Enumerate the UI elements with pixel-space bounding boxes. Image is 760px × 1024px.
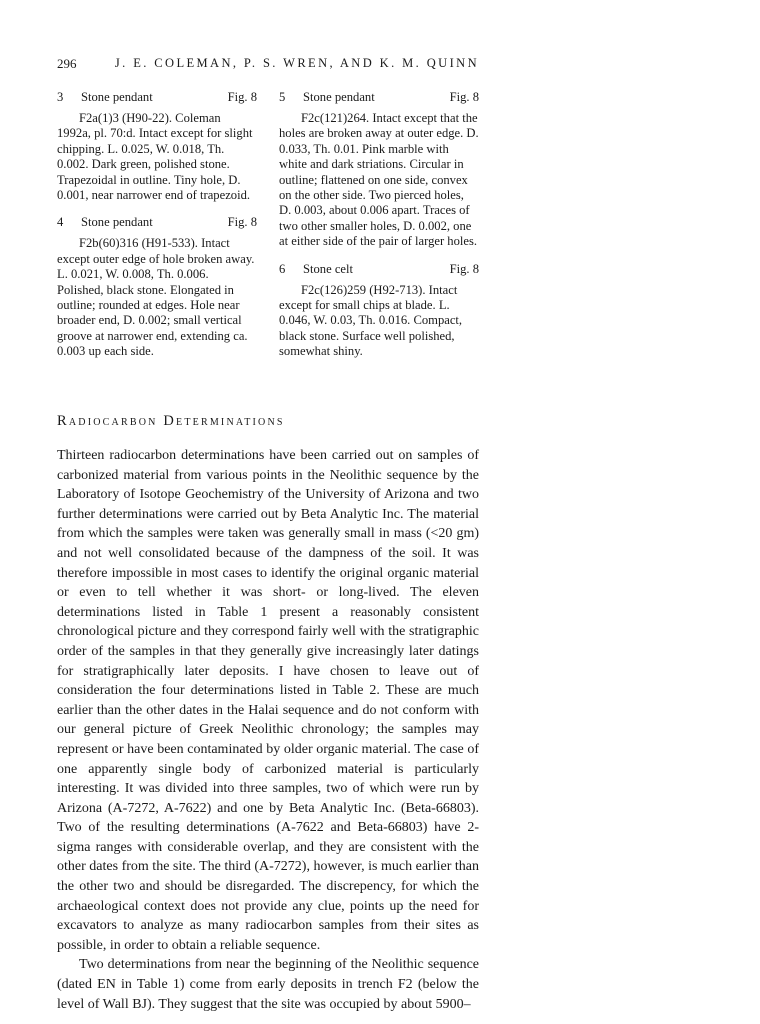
figure-reference: Fig. 8 [227, 90, 257, 104]
entry-heading [57, 90, 257, 107]
figure-reference: Fig. 8 [449, 90, 479, 104]
entry-number: 6 [279, 261, 286, 276]
catalog-column-left [57, 90, 257, 372]
page-header [57, 56, 479, 72]
entry-description: F2b(60)316 (H91-533). Intact except outer edge of hole broken away. L. 0.021, W. 0.008, Th. 0.006. Polished, black stone. Elongated in outline; rounded at edges. Hole near broader end, D. 0.002; small vertical groove at narrower end, extending ca. 0.003 up each side. [57, 236, 255, 359]
entry-number: 4 [57, 215, 64, 230]
entry-number: 3 [57, 90, 64, 104]
entry-number: 5 [279, 90, 286, 104]
entry-title: Stone celt [303, 261, 354, 276]
page-number: 296 [57, 56, 77, 71]
body-paragraph: Two determinations from near the beginning of the Neolithic sequence (dated EN in Table 1) come from early deposits in trench F2 (below the level of Wall BJ). They suggest that the site was occupied by about 5900– [57, 957, 479, 1012]
catalog-entry [57, 90, 257, 203]
entry-description: F2c(121)264. Intact except that the holes are broken away at outer edge. D. 0.033, Th. 0.01. Pink marble with white and dark striations. Circular in outline; flattened on one side, convex on the other side. Two pierced holes, D. 0.003, about 0.006 apart. Traces of two other smaller holes, D. 0.002, one at either side of the pair of larger holes. [279, 111, 479, 249]
entry-description: F2a(1)3 (H90-22). Coleman 1992a, pl. 70:d. Intact except for slight chipping. L. 0.025, W. 0.018, Th. 0.002. Dark green, polished stone. Trapezoidal in outline. Tiny hole, D. 0.001, near narrower end of trapezoid. [57, 111, 253, 203]
figure-reference: Fig. 8 [227, 215, 257, 230]
catalog-entry [279, 262, 479, 360]
entry-title: Stone pendant [303, 90, 375, 104]
section-body [57, 446, 479, 1014]
figure-reference: Fig. 8 [449, 261, 479, 276]
entry-heading [279, 90, 479, 107]
catalog-entry [57, 215, 257, 359]
catalog-column-right [279, 90, 479, 372]
body-paragraph: Thirteen radiocarbon determinations have been carried out on samples of carbonized material from various points in the Neolithic sequence by the Laboratory of Isotope Geochemistry of the University of Arizona and two further determinations were carried out by Beta Analytic Inc. The material from which the samples were taken was generally small in mass (<20 gm) and not well consolidated because of the dampness of the soil. It was therefore impossible in most cases to identify the original organic material or even to tell whether it was short- or long-lived. The eleven determinations listed in Table 1 present a reasonably consistent chronological picture and they correspond fairly well with the stratigraphic order of the samples in that they generally give increasingly later datings for stratigraphically later deposits. I have chosen to leave out of consideration the four determinations listed in Table 2. These are much earlier than the other dates in the Halai sequence and do not conform with our general picture of Greek Neolithic chronology; the samples may represent or have been contaminated by older organic material. The case of one apparently single body of carbonized material is particularly interesting. It was divided into three samples, two of which were run by Arizona (A-7272, A-7622) and one by Beta Analytic Inc. (Beta-66803). Two of the resulting determinations (A-7622 and Beta-66803) have 2-sigma ranges with considerable overlap, and they are consistent with the other dates from the site. The third (A-7272), however, is much earlier than the other two and should be disregarded. The discrepency, for which the archaeological context does not provide any clue, points up the need for excavators to analyze as many radiocarbon samples from their sites as possible, in order to obtain a reliable sequence. [57, 448, 479, 953]
entry-title: Stone pendant [81, 90, 153, 104]
entry-description: F2c(126)259 (H92-713). Intact except for small chips at blade. L. 0.046, W. 0.03, Th. 0.016. Compact, black stone. Surface well polished, somewhat shiny. [279, 282, 463, 359]
entry-heading [57, 215, 257, 232]
running-head: J. E. COLEMAN, P. S. WREN, AND K. M. QUINN [114, 56, 479, 70]
catalog-entry [279, 90, 479, 250]
entry-heading [279, 262, 479, 279]
section-heading: Radiocarbon Determinations [57, 413, 285, 429]
entry-title: Stone pendant [81, 215, 153, 230]
